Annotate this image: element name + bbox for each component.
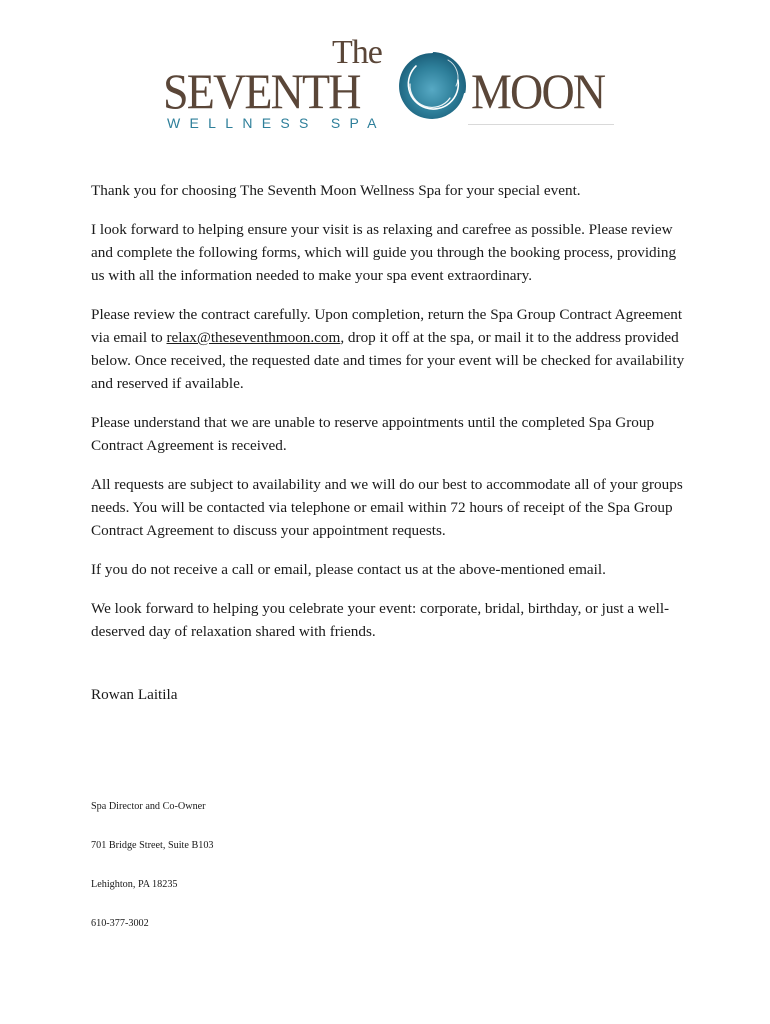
moon-swirl-icon [396, 36, 468, 136]
logo-divider [468, 124, 614, 125]
contract-text-after: , drop it off at the spa, or mail it to the address provided below. Once received, the requested date and times for your event will be checked for availability and reserved if available. [91, 329, 685, 392]
logo-moon-text: MOON [471, 63, 605, 119]
footer-phone: 610-377-3002 [91, 918, 149, 929]
footer-city: Lehighton, PA 18235 [91, 879, 178, 890]
logo-seventh-text: SEVENTH [163, 63, 360, 119]
brand-logo [160, 30, 620, 142]
paragraph-thank-you: Thank you for choosing The Seventh Moon Wellness Spa for your special event. [91, 182, 581, 199]
paragraph-contract [91, 303, 691, 395]
paragraph-availability: All requests are subject to availability and we will do our best to accommodate all of your groups needs. You will be contacted via telephone or email within 72 hours of receipt of the Spa Group Contract Agreement to discuss your appointment requests. [91, 476, 683, 539]
contract-text-before: Please review the contract carefully. Upon completion, return the Spa Group Contract Agreement via email to [91, 306, 683, 346]
paragraph-forms: I look forward to helping ensure your visit is as relaxing and carefree as possible. Please review and complete the following forms, which will guide you through the booking process, providing us with all the information needed to make your spa event extraordinary. [91, 221, 677, 284]
logo-wellness-spa-text: WELLNESS SPA [167, 115, 386, 131]
letter-body [91, 179, 691, 659]
paragraph-reservation: Please understand that we are unable to reserve appointments until the completed Spa Group Contract Agreement is received. [91, 414, 655, 454]
email-link[interactable]: relax@theseventhmoon.com [166, 329, 341, 346]
footer-title: Spa Director and Co-Owner [91, 801, 206, 812]
paragraph-celebrate: We look forward to helping you celebrate your event: corporate, bridal, birthday, or just a well-deserved day of relaxation shared with friends. [91, 600, 670, 640]
paragraph-contact: If you do not receive a call or email, please contact us at the above-mentioned email. [91, 561, 606, 578]
logo-the-text: The [332, 34, 382, 71]
footer-street: 701 Bridge Street, Suite B103 [91, 840, 214, 851]
signature-name: Rowan Laitila [91, 686, 178, 703]
